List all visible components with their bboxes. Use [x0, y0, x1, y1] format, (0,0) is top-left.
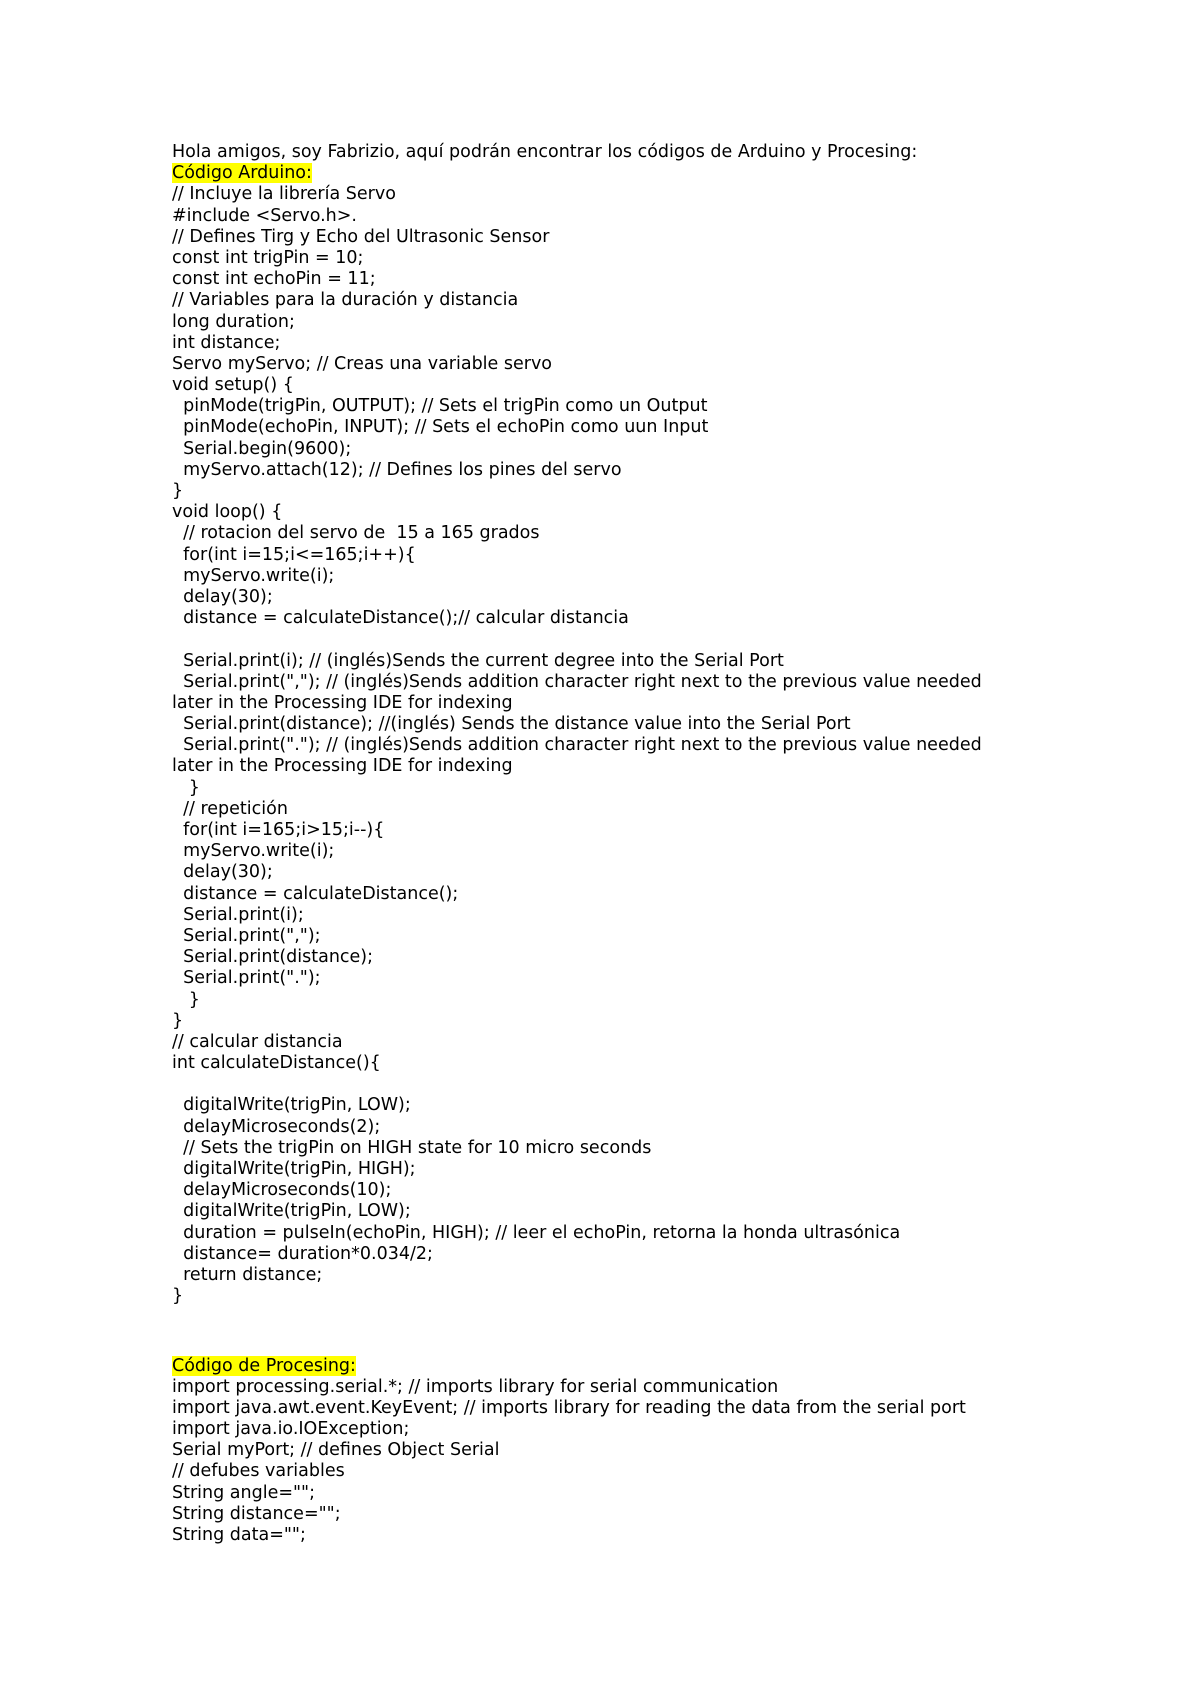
- code-line: later in the Processing IDE for indexing: [172, 692, 513, 713]
- code-line: // Defines Tirg y Echo del Ultrasonic Sensor: [172, 226, 550, 247]
- intro-line: Hola amigos, soy Fabrizio, aquí podrán encontrar los códigos de Arduino y Procesing:: [172, 142, 918, 162]
- code-line: later in the Processing IDE for indexing: [172, 756, 513, 777]
- code-line: [172, 1074, 1072, 1095]
- code-line: int distance;: [172, 332, 281, 353]
- code-line: String data="";: [172, 1525, 306, 1545]
- code-line: return distance;: [172, 1264, 323, 1285]
- code-line: // Sets the trigPin on HIGH state for 10 micro seconds: [172, 1137, 652, 1158]
- code-line: void loop() {: [172, 502, 283, 523]
- code-line: Serial.print(distance);: [172, 947, 374, 968]
- arduino-heading-line: [172, 163, 1072, 184]
- spacer: [172, 1329, 1072, 1356]
- code-line: Serial.print(i); // (inglés)Sends the current degree into the Serial Port: [172, 650, 784, 671]
- code-line: }: [172, 1010, 184, 1031]
- code-line: // calcular distancia: [172, 1031, 343, 1052]
- code-line: // Incluye la librería Servo: [172, 184, 396, 205]
- arduino-heading: Código Arduino:: [172, 163, 312, 184]
- code-line: distance = calculateDistance();// calcular distancia: [172, 608, 629, 629]
- spacer: [172, 1307, 1072, 1328]
- code-line: delayMicroseconds(2);: [172, 1116, 381, 1137]
- code-line: delayMicroseconds(10);: [172, 1180, 392, 1201]
- code-line: import processing.serial.*; // imports library for serial communication: [172, 1376, 779, 1397]
- processing-heading: Código de Procesing:: [172, 1355, 356, 1376]
- code-line: Serial.print(","); // (inglés)Sends addition character right next to the previous value needed: [172, 671, 982, 692]
- code-line: import java.io.IOException;: [172, 1419, 410, 1440]
- code-line: for(int i=15;i<=165;i++){: [172, 544, 416, 565]
- code-line: delay(30);: [172, 586, 273, 607]
- code-line: myServo.attach(12); // Defines los pines del servo: [172, 459, 622, 480]
- code-line: pinMode(echoPin, INPUT); // Sets el echoPin como uun Input: [172, 417, 709, 438]
- code-line: [172, 629, 1072, 650]
- code-line: delay(30);: [172, 862, 273, 883]
- code-line: distance = calculateDistance();: [172, 883, 459, 904]
- code-line: const int echoPin = 11;: [172, 269, 376, 290]
- code-line: digitalWrite(trigPin, LOW);: [172, 1201, 411, 1222]
- processing-code-block: [172, 1377, 1072, 1547]
- code-line: #include <Servo.h>.: [172, 205, 357, 226]
- code-line: Serial.print(".");: [172, 968, 321, 989]
- code-line: Serial.print(",");: [172, 925, 321, 946]
- code-line: myServo.write(i);: [172, 841, 335, 862]
- code-line: duration = pulseIn(echoPin, HIGH); // leer el echoPin, retorna la honda ultrasónica: [172, 1222, 901, 1243]
- code-line: String distance="";: [172, 1503, 341, 1524]
- code-line: long duration;: [172, 311, 295, 332]
- code-line: myServo.write(i);: [172, 565, 335, 586]
- code-line: String angle="";: [172, 1482, 315, 1503]
- code-line: distance= duration*0.034/2;: [172, 1243, 433, 1264]
- code-line: }: [172, 989, 200, 1010]
- code-line: digitalWrite(trigPin, HIGH);: [172, 1159, 416, 1179]
- processing-heading-line: [172, 1356, 1072, 1377]
- document-body: [172, 142, 1072, 1546]
- code-line: const int trigPin = 10;: [172, 247, 364, 268]
- code-line: }: [172, 481, 184, 501]
- code-line: }: [172, 777, 200, 798]
- code-line: Serial myPort; // defines Object Serial: [172, 1440, 500, 1461]
- code-line: Serial.print("."); // (inglés)Sends addition character right next to the previous value needed: [172, 735, 982, 756]
- code-line: int calculateDistance(){: [172, 1053, 381, 1074]
- code-line: // rotacion del servo de 15 a 165 grados: [172, 523, 540, 544]
- code-line: // defubes variables: [172, 1461, 345, 1482]
- code-line: Serial.print(i);: [172, 904, 304, 925]
- code-line: }: [172, 1286, 184, 1307]
- code-line: digitalWrite(trigPin, LOW);: [172, 1095, 411, 1116]
- code-line: // Variables para la duración y distancia: [172, 290, 519, 311]
- code-line: Servo myServo; // Creas una variable servo: [172, 353, 553, 374]
- code-line: for(int i=165;i>15;i--){: [172, 820, 385, 840]
- code-line: void setup() {: [172, 375, 294, 396]
- code-line: Serial.begin(9600);: [172, 438, 352, 459]
- code-line: pinMode(trigPin, OUTPUT); // Sets el trigPin como un Output: [172, 396, 708, 417]
- code-line: Serial.print(distance); //(inglés) Sends the distance value into the Serial Port: [172, 714, 851, 735]
- arduino-code-block: [172, 184, 1072, 1307]
- code-line: // repetición: [172, 798, 288, 819]
- code-line: import java.awt.event.KeyEvent; // imports library for reading the data from the serial port: [172, 1397, 966, 1418]
